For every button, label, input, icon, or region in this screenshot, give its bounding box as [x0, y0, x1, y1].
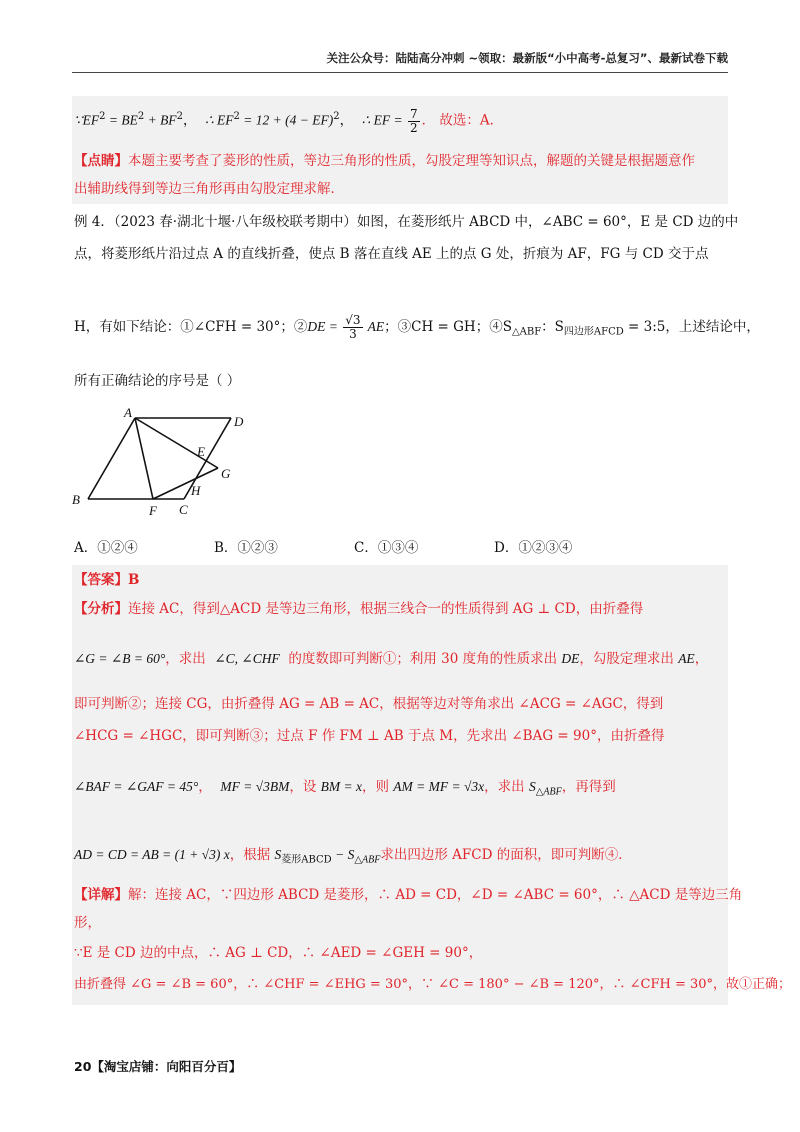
problem-line-4: 所有正确结论的序号是（ ）	[74, 373, 241, 389]
comment-line-2: 出辅助线得到等边三角形再由勾股定理求解．	[74, 181, 344, 197]
page-number: 20	[74, 1059, 92, 1074]
analysis-line-4: ∠HCG = ∠HGC，即可判断③；过点 F 作 FM ⊥ AB 于点 M，先求出 ∠BAG = 90°，由折叠得	[74, 728, 665, 744]
answer-value: B	[128, 572, 140, 588]
option-b[interactable]: B．①②③	[214, 540, 278, 556]
detail-line-4: 由折叠得 ∠G = ∠B = 60°，∴ ∠CHF = ∠EHG = 30°，∵ ∠C = 180° − ∠B = 120°，∴ ∠CFH = 30°，故①正确；	[74, 977, 792, 992]
prev-solution-line: $\because EF^2 = BE^2 + BF^2$， ∴ $EF^2 = 12 + (4 - EF)^2$， ∴ EF = $\frac{7}{2}$ ． 故选：A．	[74, 106, 504, 135]
detail-label: 【详解】	[74, 887, 128, 903]
segment-ag	[135, 418, 218, 468]
rhombus-fold-figure	[68, 404, 258, 524]
problem-line-2: 点，将菱形纸片沿过点 A 的直线折叠，使点 B 落在直线 AE 上的点 G 处，折痕为 AF，FG 与 CD 交于点	[74, 246, 709, 262]
segment-fg	[153, 468, 218, 499]
problem-line-3: H，有如下结论：①∠CFH = 30°；②DE = $\frac{√3}{3}$ AE；③CH = GH；$④S_{\triangle ABF}$：$S_{四边形AFCD}$ = 3:5，上述结论中，	[74, 313, 760, 341]
header-divider	[72, 72, 728, 73]
answer-label: 【答案】	[74, 572, 128, 588]
page-header: 关注公众号：陆陆高分冲刺 ~领取：最新版“小中高考-总复习”、最新试卷下载	[326, 51, 728, 65]
option-c[interactable]: C．①③④	[354, 540, 419, 556]
eq-segment: = BE	[105, 112, 138, 128]
segment-ab	[88, 418, 135, 499]
answer-line	[74, 569, 726, 591]
label-h: H	[191, 483, 201, 498]
problem-line-1: 例 4．（2023 春·湖北十堰·八年级校联考期中）如图，在菱形纸片 ABCD 中，∠ABC = 60°，E 是 CD 边的中	[74, 214, 739, 230]
eq-segment: ∵EF	[74, 112, 100, 128]
fraction: $\frac{√3}{3}$	[345, 313, 361, 341]
segment-af	[135, 418, 153, 499]
label-e: E	[197, 444, 205, 459]
analysis-line-5: ∠BAF = ∠GAF = 45°， MF = √3BM，设 BM = x，则 AM = MF = √3x，求出 $S_{\triangle ABF}$，再得到	[74, 779, 616, 798]
option-a[interactable]: A．①②④	[74, 540, 138, 556]
eq-segment: ∴ EF =	[361, 112, 406, 128]
choice-conclusion: ． 故选：A．	[421, 112, 504, 129]
shop-name: 【淘宝店铺：向阳百分百】	[91, 1059, 242, 1074]
analysis-line-6: AD = CD = AB = (1 + √3) x，根据 $S_{菱形ABCD} - S_{\triangle ABF}$求出四边形 AFCD 的面积，即可判断④．	[74, 847, 632, 866]
comment-line-1: 【点睛】本题主要考查了菱形的性质，等边三角形的性质，勾股定理等知识点，解题的关键是根据题意作	[74, 153, 695, 169]
label-g: G	[221, 466, 231, 481]
label-f: F	[149, 503, 157, 518]
comment-label: 【点睛】	[74, 153, 128, 169]
eq-segment: ∴ EF	[205, 112, 234, 128]
label-a: A	[124, 405, 132, 420]
analysis-line-2: ∠G = ∠B = 60°，求出 ∠C, ∠CHF 的度数即可判断①；利用 30 度角的性质求出 DE，勾股定理求出 AE，	[74, 651, 709, 667]
detail-line-1: 【详解】解：连接 AC，∵四边形 ABCD 是菱形，∴ AD = CD，∠D = ∠ABC = 60°，∴ △ACD 是等边三角	[74, 887, 743, 903]
detail-line-2: 形，	[74, 915, 101, 931]
detail-line-3: ∵E 是 CD 边的中点，∴ AG ⊥ CD，∴ ∠AED = ∠GEH = 90°，	[74, 945, 483, 961]
analysis-line-3: 即可判断②；连接 CG，由折叠得 AG = AB = AC，根据等边对等角求出 ∠ACG = ∠AGC，得到	[74, 696, 664, 712]
option-d[interactable]: D．①②③④	[494, 540, 573, 556]
analysis-line-1: 【分析】连接 AC，得到△ACD 是等边三角形，根据三线合一的性质得到 AG ⊥ CD，由折叠得	[74, 601, 644, 617]
label-b: B	[72, 492, 80, 507]
analysis-label: 【分析】	[74, 601, 128, 617]
eq-segment: = 12 + (4 − EF)	[239, 112, 334, 128]
label-d: D	[234, 414, 244, 429]
fraction: $\frac{7}{2}$	[410, 106, 418, 135]
eq-segment: + BF	[144, 112, 177, 128]
label-c: C	[179, 502, 188, 517]
page-footer	[74, 1057, 241, 1075]
